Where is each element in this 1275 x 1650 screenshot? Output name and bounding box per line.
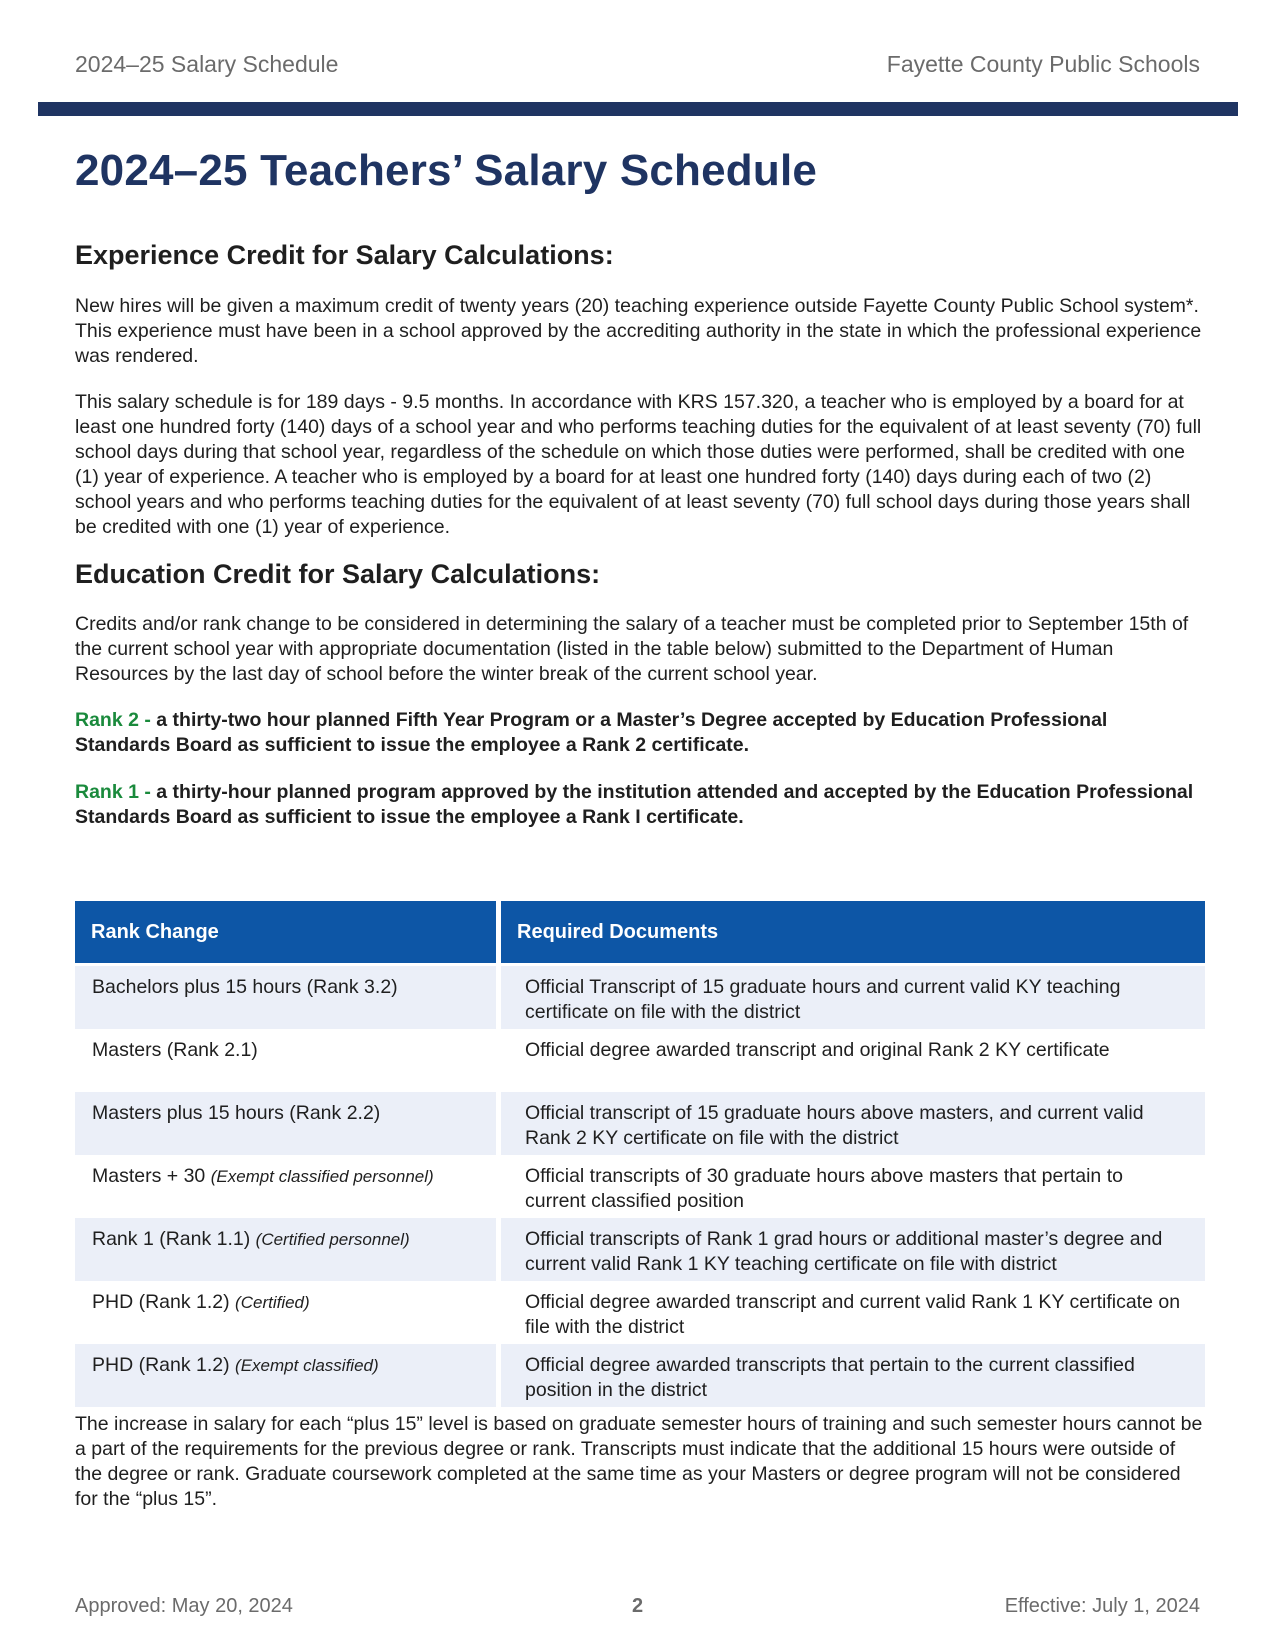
education-section [75, 559, 1205, 590]
rank-1-dash: - [138, 781, 157, 803]
rank-1-label: Rank 1 [75, 781, 139, 803]
required-documents-cell: Official transcripts of 30 graduate hours above masters that pertain to current classified position [525, 1165, 1123, 1212]
rank-change-cell: Masters (Rank 2.1) [75, 1029, 501, 1092]
table-row [75, 1281, 1205, 1344]
required-documents-cell: Official Transcript of 15 graduate hours and current valid KY teaching certificate on file with the district [501, 963, 1205, 1029]
required-documents-cell: Official degree awarded transcript and original Rank 2 KY certificate [525, 1039, 1110, 1061]
rank-2-label: Rank 2 [75, 709, 139, 731]
rank-1-text: a thirty-hour planned program approved by the institution attended and accepted by the Education Professional Standards Board as sufficient to issue the employee a Rank I certificate. [75, 781, 1194, 828]
rank-note: (Certified personnel) [255, 1230, 410, 1249]
rank-2-text: a thirty-two hour planned Fifth Year Program or a Master’s Degree accepted by Education Professional Standards Board as sufficient to issue the employee a Rank 2 certificate. [75, 709, 1108, 756]
required-documents-cell: Official transcripts of Rank 1 grad hours or additional master’s degree and current valid Rank 1 KY teaching certificate on file with district [501, 1218, 1205, 1281]
header-rank-change: Rank Change [75, 901, 501, 963]
table-row [75, 1344, 1205, 1407]
footer-page-number: 2 [632, 1595, 644, 1617]
header-required-documents: Required Documents [501, 901, 1205, 963]
rank-2-definition [75, 708, 1205, 758]
rank-change-cell: Bachelors plus 15 hours (Rank 3.2) [75, 963, 501, 1029]
experience-para-2: This salary schedule is for 189 days - 9.5 months. In accordance with KRS 157.320, a teacher who is employed by a board for at least one hundred forty (140) days of a school year and who performs teaching duties for the equivalent of at least seventy (70) full school days during that school year, regardless of the schedule on which those duties were performed, shall be credited with one (1) year of experience. A teacher who is employed by a board for at least one hundred forty (140) days during each of two (2) school years and who performs teaching duties for the equivalent of at least seventy (70) full school days during those years shall be credited with one (1) year of experience. [75, 391, 1202, 538]
required-documents-cell: Official degree awarded transcript and current valid Rank 1 KY certificate on file with the district [525, 1291, 1181, 1338]
header-divider-bar [38, 102, 1238, 116]
table-row [75, 1218, 1205, 1281]
experience-section [75, 240, 1205, 271]
table-row [75, 963, 1205, 1029]
table-row [75, 1092, 1205, 1155]
table-row [75, 1029, 1205, 1092]
rank-note: (Certified) [235, 1293, 310, 1312]
rank-note: (Exempt classified) [235, 1356, 379, 1375]
header-document-title: 2024–25 Salary Schedule [75, 51, 339, 77]
table-row [75, 1155, 1205, 1218]
rank-change-cell: PHD (Rank 1.2) (Exempt classified) [75, 1344, 501, 1407]
required-documents-cell: Official degree awarded transcripts that pertain to the current classified position in the district [501, 1344, 1205, 1407]
rank-change-cell: Masters + 30 (Exempt classified personnel) [75, 1155, 501, 1218]
header-organization: Fayette County Public Schools [886, 51, 1200, 77]
rank-1-definition [75, 780, 1205, 830]
experience-heading: Experience Credit for Salary Calculations: [75, 240, 614, 270]
rank-note: (Exempt classified personnel) [210, 1167, 434, 1186]
education-para-1: Credits and/or rank change to be considered in determining the salary of a teacher must be completed prior to September 15th of the current school year with appropriate documentation (listed in the table below) submitted to the Department of Human Resources by the last day of school before the winter break of the current school year. [75, 613, 1189, 685]
footer-effective-date: Effective: July 1, 2024 [1004, 1595, 1200, 1617]
rank-change-cell: Rank 1 (Rank 1.1) (Certified personnel) [75, 1218, 501, 1281]
closing-paragraph [75, 1412, 1205, 1512]
required-documents-cell: Official transcript of 15 graduate hours above masters, and current valid Rank 2 KY certificate on file with the district [501, 1092, 1205, 1155]
plus-15-explanation: The increase in salary for each “plus 15” level is based on graduate semester hours of training and such semester hours cannot be a part of the requirements for the previous degree or rank. Transcripts must indicate that the additional 15 hours were outside of the degree or rank. Graduate coursework completed at the same time as your Masters or degree program will not be considered for the “plus 15”. [75, 1413, 1203, 1510]
rank-change-cell: Masters plus 15 hours (Rank 2.2) [75, 1092, 501, 1155]
footer-approved-date: Approved: May 20, 2024 [75, 1595, 293, 1617]
experience-para-1: New hires will be given a maximum credit of twenty years (20) teaching experience outside Fayette County Public School system*. This experience must have been in a school approved by the accrediting authority in the state in which the professional experience was rendered. [75, 295, 1202, 367]
rank-change-documents-table [75, 901, 1205, 1407]
education-heading: Education Credit for Salary Calculations: [75, 559, 601, 589]
education-paragraph-1 [75, 612, 1205, 687]
rank-2-dash: - [138, 709, 157, 731]
rank-change-cell: PHD (Rank 1.2) (Certified) [75, 1281, 501, 1344]
page-title: 2024–25 Teachers’ Salary Schedule [75, 146, 818, 195]
table-header-row [75, 901, 1205, 963]
experience-paragraph-2 [75, 390, 1205, 540]
experience-paragraph-1 [75, 294, 1205, 369]
